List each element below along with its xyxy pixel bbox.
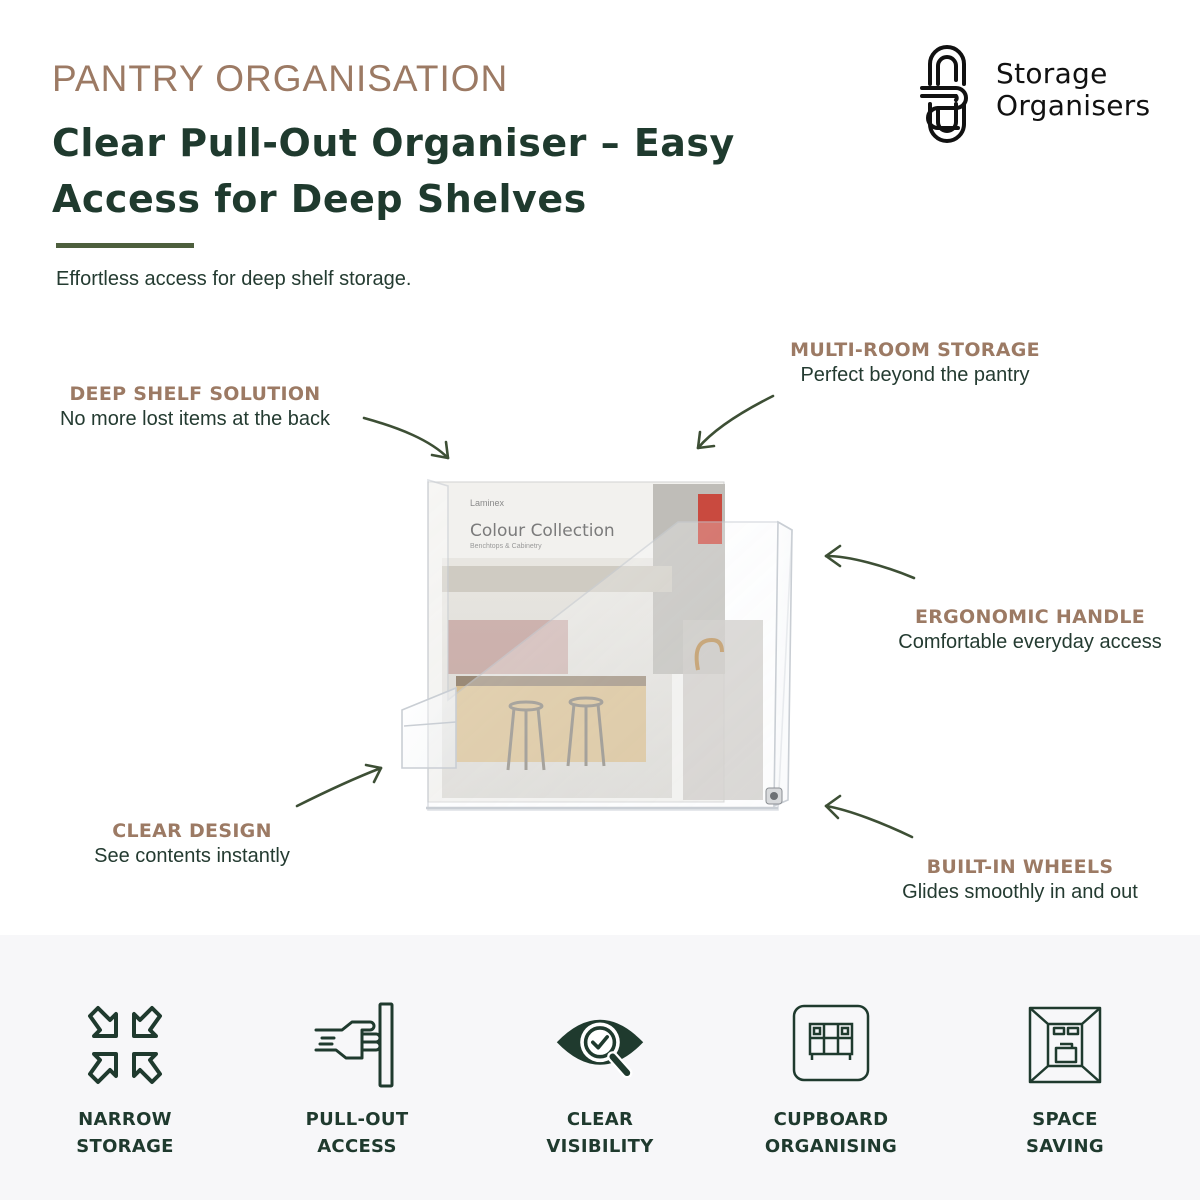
feature-label-line2: STORAGE bbox=[76, 1136, 174, 1157]
arrow-ergonomic-handle-icon bbox=[826, 546, 914, 578]
title-divider bbox=[56, 243, 194, 248]
feature-label bbox=[257, 1106, 457, 1160]
feature-label-line2: ACCESS bbox=[317, 1136, 397, 1157]
callout-ergonomic-handle bbox=[880, 606, 1180, 654]
feature-label bbox=[25, 1106, 225, 1160]
feature-label-line1: NARROW bbox=[78, 1109, 172, 1130]
feature-clear-visibility bbox=[500, 1000, 700, 1160]
feature-label bbox=[965, 1106, 1165, 1160]
feature-space-saving bbox=[965, 1000, 1165, 1160]
page-title: Clear Pull-Out Organiser – Easy Access for Deep Shelves bbox=[52, 121, 735, 221]
eye-check-icon bbox=[555, 1000, 645, 1090]
callout-built-in-wheels bbox=[880, 856, 1160, 904]
callout-title: CLEAR DESIGN bbox=[112, 820, 272, 842]
cupboard-icon bbox=[786, 1000, 876, 1090]
callout-title: DEEP SHELF SOLUTION bbox=[69, 383, 321, 405]
eyebrow-category: PANTRY ORGANISATION bbox=[52, 58, 509, 99]
storage-organisers-logo-mark-icon bbox=[916, 44, 978, 144]
feature-label-line1: CLEAR bbox=[566, 1109, 634, 1130]
arrow-deep-shelf-icon bbox=[364, 418, 448, 458]
brand-name-line1: Storage bbox=[996, 57, 1108, 90]
callout-description: Glides smoothly in and out bbox=[902, 881, 1138, 903]
callout-clear-design bbox=[72, 820, 312, 868]
arrow-clear-design-icon bbox=[297, 765, 381, 806]
brochure-brand: Laminex bbox=[470, 498, 505, 508]
feature-label bbox=[731, 1106, 931, 1160]
feature-label-line2: VISIBILITY bbox=[546, 1136, 654, 1157]
callout-description: No more lost items at the back bbox=[59, 408, 331, 430]
arrow-wheels-icon bbox=[826, 796, 912, 837]
compress-arrows-icon bbox=[80, 1000, 170, 1090]
callout-description: Comfortable everyday access bbox=[898, 631, 1162, 653]
callout-deep-shelf bbox=[40, 383, 350, 431]
feature-label-line1: SPACE bbox=[1032, 1109, 1098, 1130]
feature-label-line1: CUPBOARD bbox=[773, 1109, 889, 1130]
feature-narrow-storage bbox=[25, 1000, 225, 1160]
feature-label-line1: PULL-OUT bbox=[305, 1109, 409, 1130]
brand-name bbox=[996, 58, 1150, 122]
callout-description: See contents instantly bbox=[94, 845, 290, 867]
product-image bbox=[398, 470, 800, 830]
callout-title: MULTI-ROOM STORAGE bbox=[790, 339, 1040, 361]
feature-pull-out-access bbox=[257, 1000, 457, 1160]
callout-title: BUILT-IN WHEELS bbox=[926, 856, 1114, 878]
feature-label-line2: SAVING bbox=[1026, 1136, 1104, 1157]
hand-pull-icon bbox=[312, 1000, 402, 1090]
room-space-icon bbox=[1020, 1000, 1110, 1090]
brand-name-line2: Organisers bbox=[996, 89, 1151, 122]
callout-multi-room bbox=[780, 339, 1050, 387]
arrow-multi-room-icon bbox=[698, 396, 773, 448]
feature-cupboard-organising bbox=[731, 1000, 931, 1160]
feature-label bbox=[500, 1106, 700, 1160]
brand-logo[interactable] bbox=[916, 44, 1186, 144]
page-subtitle: Effortless access for deep shelf storage. bbox=[56, 268, 412, 290]
feature-label-line2: ORGANISING bbox=[764, 1136, 898, 1157]
callout-title: ERGONOMIC HANDLE bbox=[914, 606, 1146, 628]
callout-description: Perfect beyond the pantry bbox=[800, 364, 1030, 386]
wheel-icon bbox=[766, 788, 782, 804]
brochure-subtitle: Benchtops & Cabinetry bbox=[470, 543, 542, 550]
brochure-title: Colour Collection bbox=[470, 521, 615, 541]
